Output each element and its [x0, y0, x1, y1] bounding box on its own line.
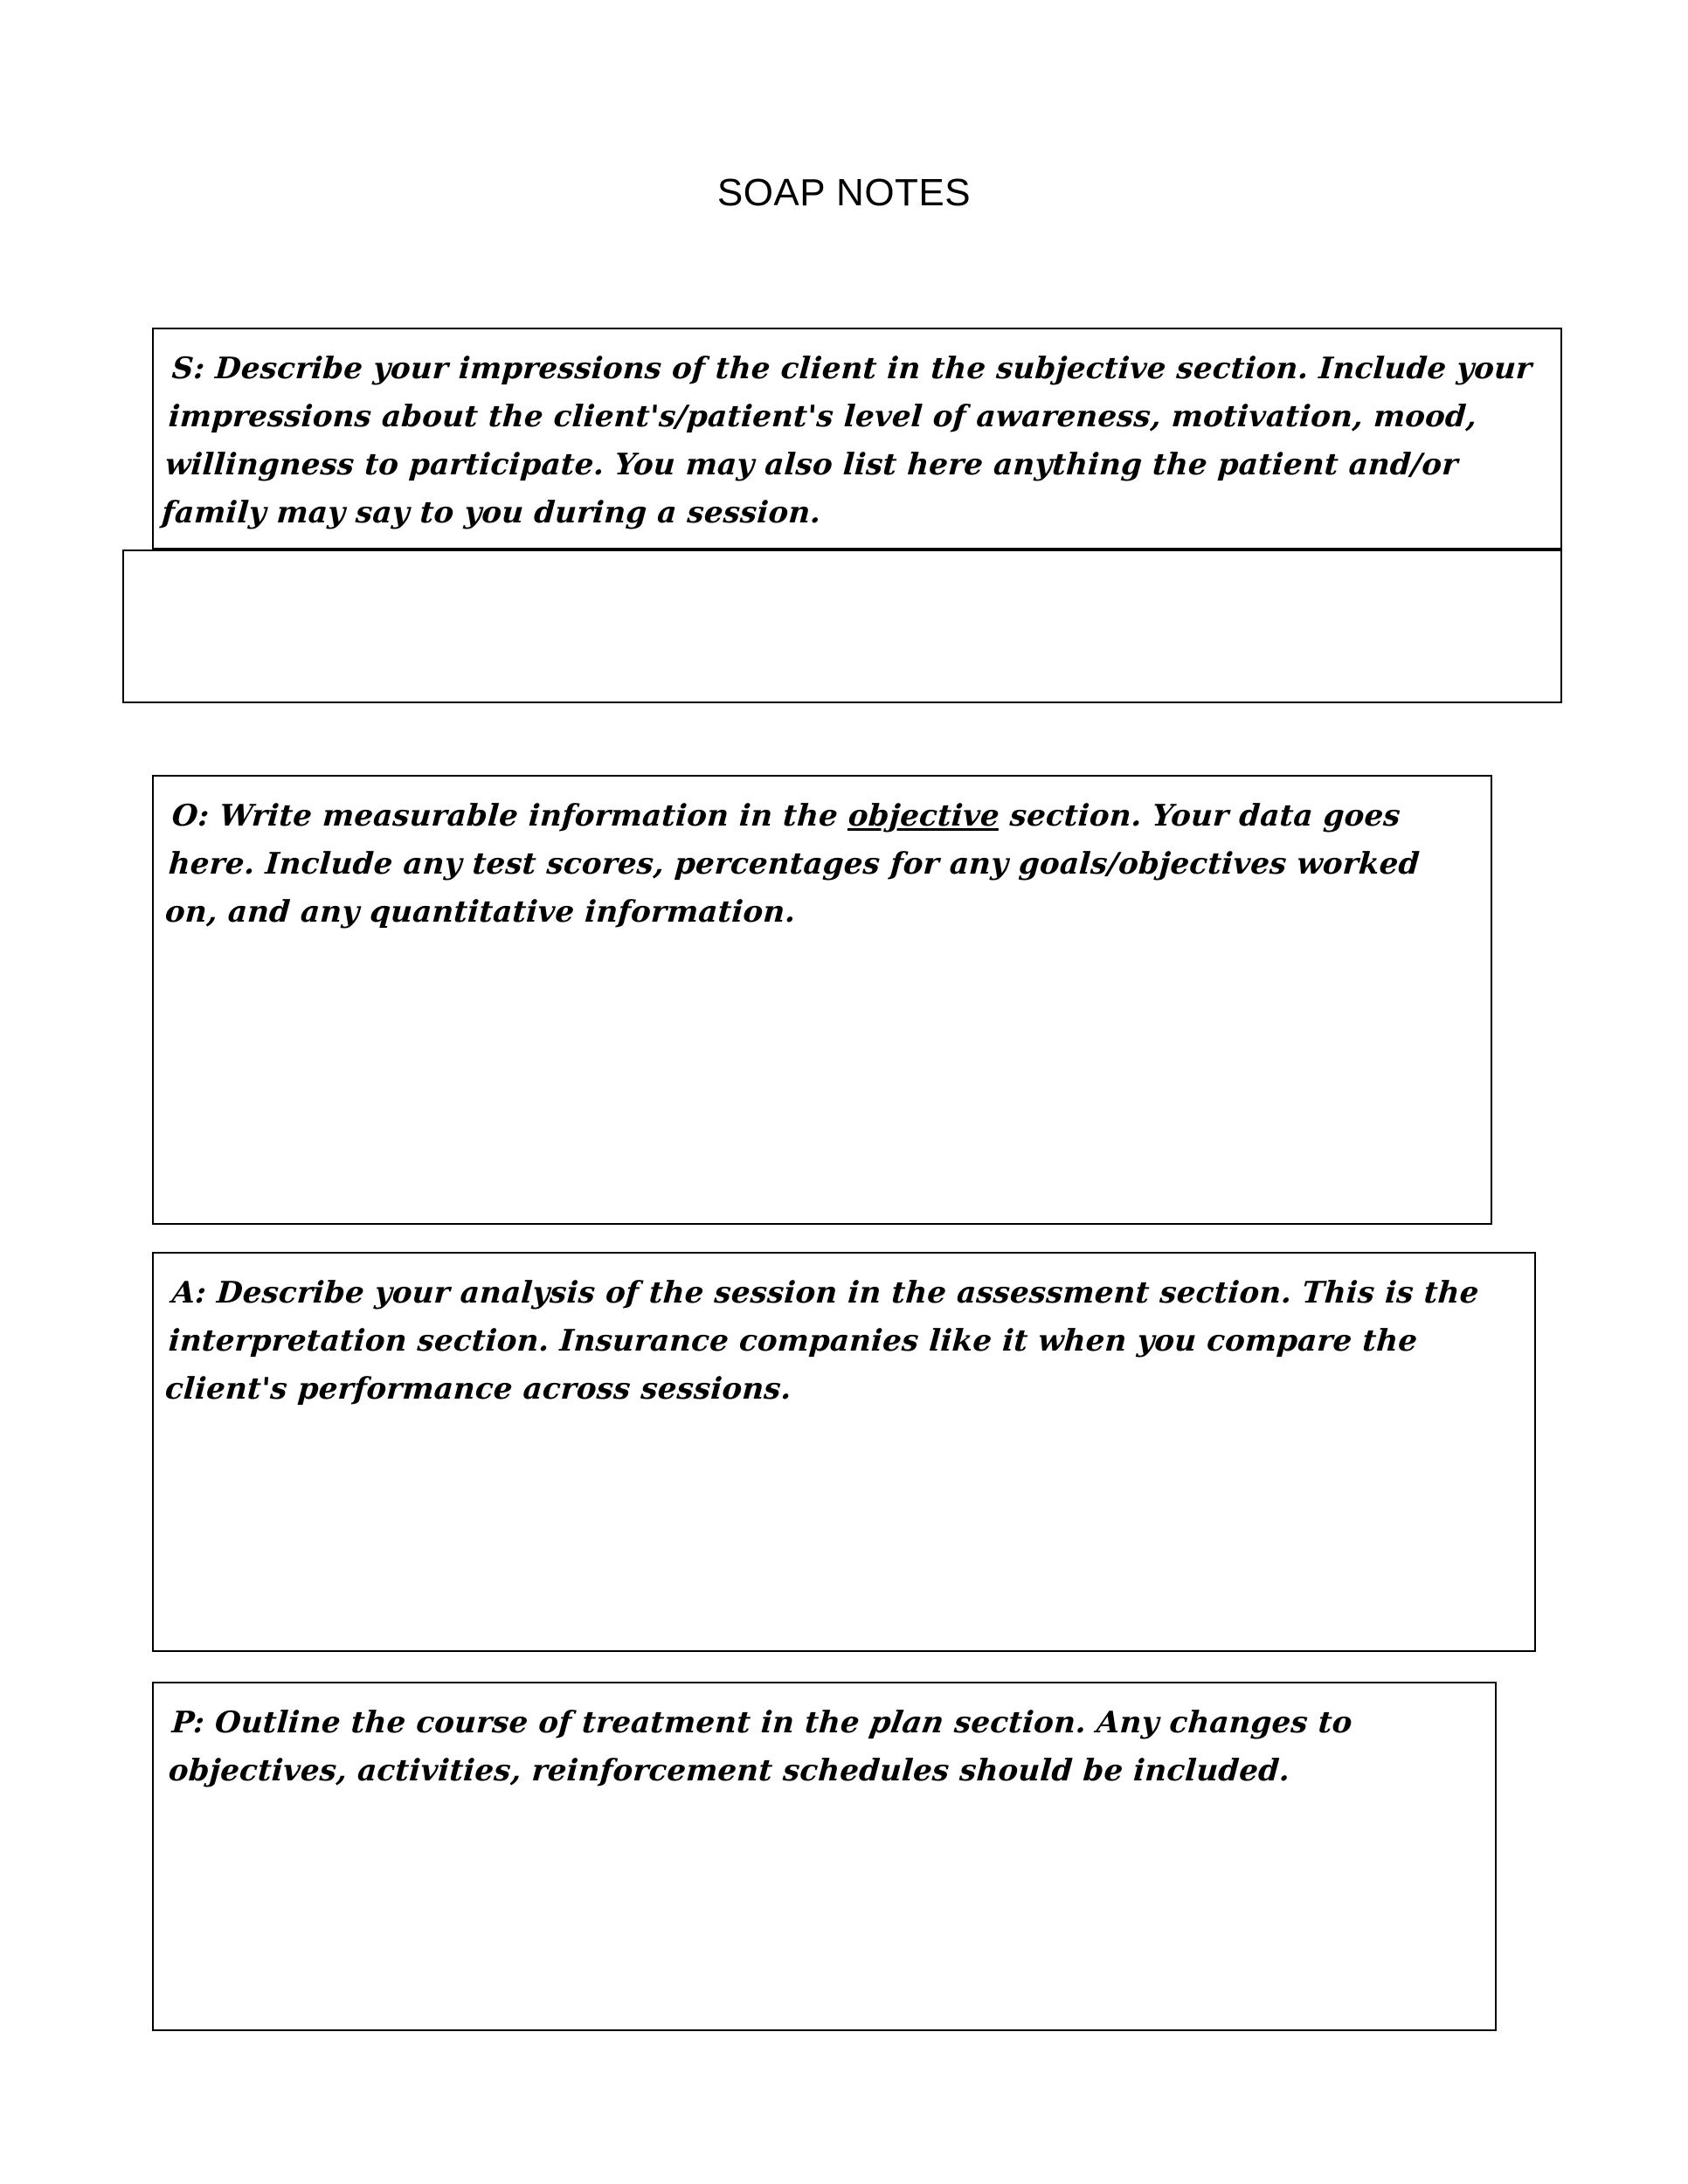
- assessment-prompt-text: A: Describe your analysis of the session in the assessment section. This is the interpretation section. Insurance companies like it when you compare the client's performance across sessions.: [163, 1275, 1480, 1407]
- subjective-prompt-text: S: Describe your impressions of the client in the subjective section. Include your impressions about the client's/patient's level of awareness, motivation, mood, willingness to participate. You may also list here anything the patient and/or family may say to you during a session.: [160, 351, 1533, 531]
- subjective-section-box: [152, 328, 1562, 549]
- subjective-response-box[interactable]: [122, 549, 1562, 703]
- subjective-response-text[interactable]: [123, 551, 1560, 567]
- objective-text-before: O: Write measurable information in the: [170, 798, 850, 833]
- assessment-section-box[interactable]: [152, 1252, 1536, 1652]
- objective-section-box[interactable]: [152, 775, 1492, 1225]
- plan-prompt-text: [146, 1683, 1495, 1795]
- plan-text-after: section. Any changes to objectives, activities, reinforcement schedules should be included.: [167, 1705, 1354, 1789]
- objective-prompt-text: [142, 777, 1491, 936]
- objective-emphasis-term: objective: [847, 798, 1001, 833]
- page-title: SOAP NOTES: [716, 171, 972, 214]
- objective-text-after: section. Your data goes here. Include any test scores, percentages for any goals/objectives worked on, and any quantitative information.: [163, 798, 1421, 930]
- plan-emphasis-term: plan: [867, 1705, 947, 1740]
- plan-text-before: P: Outline the course of treatment in the: [170, 1705, 872, 1740]
- plan-section-box[interactable]: [152, 1682, 1497, 2031]
